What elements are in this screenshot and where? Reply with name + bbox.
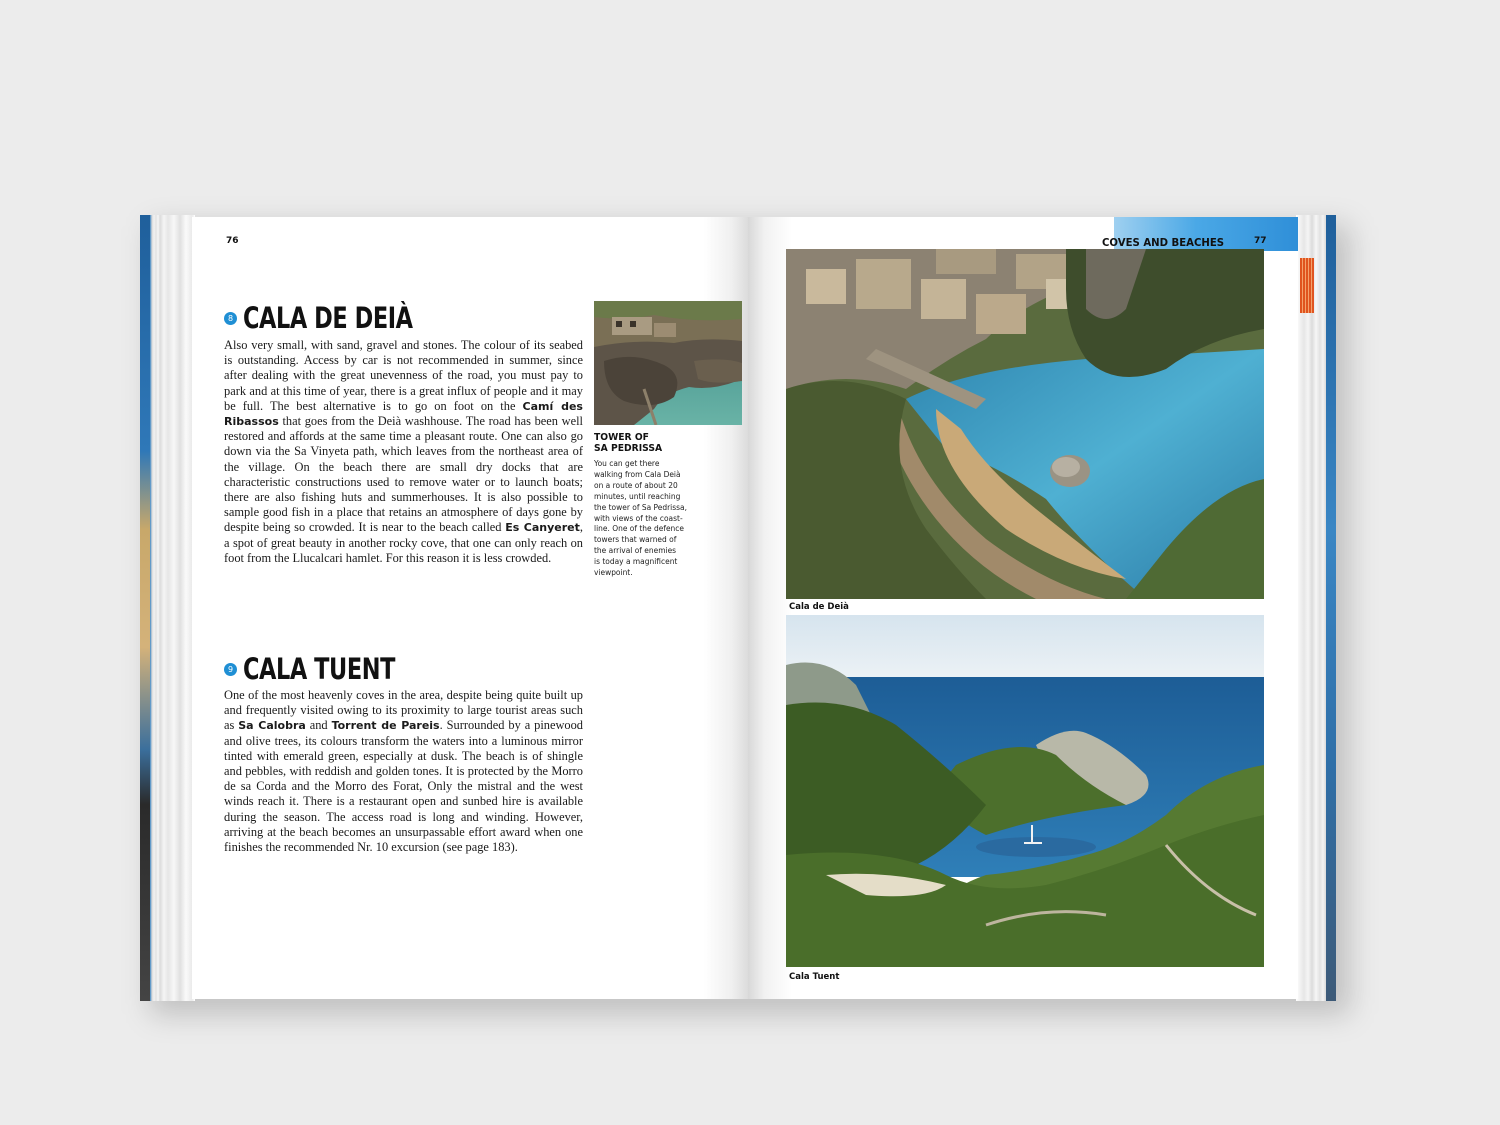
- sidebar-line: minutes, until reaching: [594, 490, 681, 501]
- photo-caption: Cala de Deià: [789, 602, 849, 612]
- section-title: CALA DE DEIÀ: [243, 301, 413, 335]
- section-body-cala-de-deia: [224, 338, 583, 566]
- sidebar-line: towers that warned of: [594, 534, 677, 545]
- body-text-run: . Surrounded by a pinewood and olive trees, its colours transform the waters into a luminous mirror tinted with emerald green, especially at dusk. The beach is of shingle and pebbles, with reddish and golden tones. It is protected by the Morro de sa Corda and the Morro des Forat, Only the mistral and the west winds reach it. There is a restaurant open and sunbed hire is available during the season. The access road is long and winding. However, arriving at the beach becomes an unsurpassable effort award when one finishes the recommended Nr. 10 excursion (see page 183).: [224, 718, 583, 855]
- right-cover-edge: [1326, 215, 1336, 1001]
- running-head: COVES AND BEACHES: [1102, 236, 1225, 249]
- sidebar-line: viewpoint.: [594, 567, 633, 578]
- section-number-badge: 8: [224, 312, 237, 325]
- body-text-run: One of the most heavenly coves in the area, despite being quite built up and frequently visited owing to its proximity to large tourist areas such as: [224, 688, 583, 733]
- bold-place-name: Es Canyeret: [505, 521, 580, 535]
- section-heading-cala-de-deia: [224, 301, 440, 335]
- tower-photo-image: [594, 301, 742, 425]
- cala-tuent-image: [786, 615, 1264, 967]
- sidebar-title: [594, 432, 662, 454]
- body-text-run: Also very small, with sand, gravel and stones. The colour of its seabed is outstanding. Access by car is not recommended in summer, since after dealing with the great unevenness of the road, you must pay to park and at this time of year, there is a great influx of people and it may be full. The best alternative is to go on foot on the: [224, 338, 583, 413]
- section-body-cala-tuent: [224, 688, 583, 855]
- sidebar-text: [594, 458, 687, 578]
- sidebar-title-line: SA PEDRISSA: [594, 443, 663, 454]
- cala-de-deia-image: [786, 249, 1264, 599]
- sidebar-line: You can get there: [594, 458, 660, 468]
- page-number-right: 77: [1254, 236, 1267, 246]
- left-cover-edge: [140, 215, 150, 1001]
- sidebar-line: walking from Cala Deià: [594, 468, 681, 479]
- cala-tuent-photo: [786, 615, 1264, 967]
- sidebar-line: is today a magnificent: [594, 556, 678, 567]
- sidebar-line: on a route of about 20: [594, 479, 678, 490]
- body-text-run: that goes from the Deià washhouse. The road has been well restored and affords at the same time a pleasant route. One can also go down via the Sa Vinyeta path, which leaves from the northeast area of the village. On the beach there are small dry docks that are characteristic constructions used to remove water or to launch boats; there are also fishing huts and summerhouses. It is also possible to sample good fish in a place that retains an atmosphere of days gone by despite being so crowded. It is near to the beach called: [224, 414, 583, 535]
- body-text-run: and: [305, 718, 332, 733]
- photo-caption: Cala Tuent: [789, 972, 840, 982]
- bold-place-name: Sa Calobra: [238, 719, 306, 733]
- page-number-left: 76: [226, 236, 239, 246]
- sidebar-line: the tower of Sa Pedrissa,: [594, 501, 687, 512]
- sidebar-line: with views of the coast-: [594, 512, 683, 523]
- bold-place-name: Torrent de Pareis: [331, 719, 440, 733]
- page-tab-marker: [1300, 258, 1314, 313]
- section-title: CALA TUENT: [243, 652, 395, 686]
- body-text-run: , a spot of great beauty in another rocky cove, that one can only reach on foot from the Llucalcari hamlet. For this reason it is less crowded.: [224, 520, 583, 565]
- section-number-badge: 9: [224, 663, 237, 676]
- sidebar-title-line: TOWER OF: [594, 432, 649, 443]
- bold-place-name: Camí des Ribassos: [224, 399, 583, 429]
- cala-de-deia-photo: [786, 249, 1264, 599]
- section-heading-cala-tuent: [224, 652, 420, 686]
- sidebar-line: the arrival of enemies: [594, 545, 677, 556]
- tower-photo: [594, 301, 742, 425]
- sidebar-line: line. One of the defence: [594, 523, 684, 534]
